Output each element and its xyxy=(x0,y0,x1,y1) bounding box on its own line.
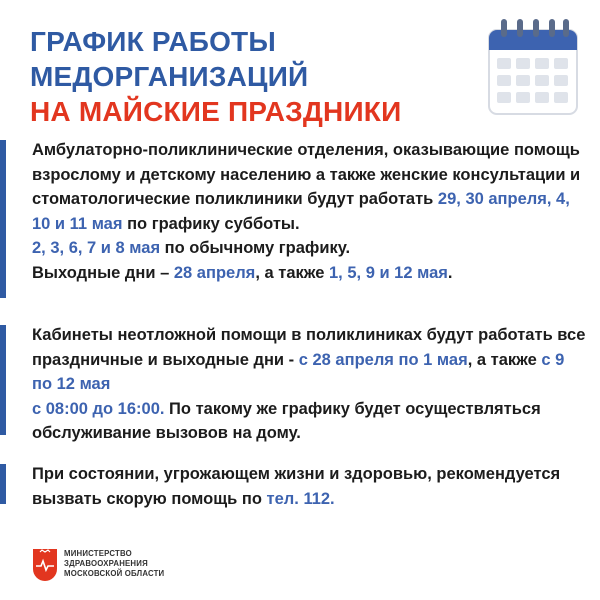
block-emergency-rooms-text xyxy=(32,323,588,446)
title-line-2: МЕДОРГАНИЗАЦИЙ xyxy=(30,61,309,92)
ministry-logo-icon xyxy=(32,546,58,582)
dates-highlight: 28 апреля xyxy=(173,263,256,282)
dates-highlight: 29, 30 апреля, 4, 10 и 11 мая xyxy=(32,190,570,233)
footer xyxy=(32,546,232,586)
page-title xyxy=(30,24,401,129)
text-segment: по графику субботы. xyxy=(122,214,300,233)
ministry-name xyxy=(64,549,224,579)
calendar-icon xyxy=(487,16,579,116)
ministry-line-1: МИНИСТЕРСТВО xyxy=(64,549,132,558)
dates-highlight: 1, 5, 9 и 12 мая xyxy=(329,263,448,282)
ministry-line-3: МОСКОВСКОЙ ОБЛАСТИ xyxy=(64,569,165,578)
phone-highlight: тел. 112. xyxy=(266,489,335,508)
text-segment: по обычному графику. xyxy=(160,239,351,257)
block-ambulance-text xyxy=(32,462,588,511)
text-segment: , а также xyxy=(255,263,329,282)
block-outpatient-text xyxy=(32,138,588,285)
text-segment: Кабинеты неотложной помощи в поликлиниках будут работать все праздничные и выходные дни - xyxy=(32,326,586,369)
text-segment: . xyxy=(447,263,453,282)
text-segment: По такому же графику будет осуществляться обслуживание вызовов на дому. xyxy=(32,399,541,442)
text-segment: При состоянии, угрожающем жизни и здоровью, рекомендуется вызвать скорую помощь по xyxy=(32,465,561,508)
accent-bar xyxy=(0,325,6,435)
dates-highlight: с 9 по 12 мая xyxy=(32,350,565,393)
hours-highlight: с 08:00 до 16:00. xyxy=(32,399,165,418)
text-segment: Амбулаторно-поликлинические отделения, оказывающие помощь взрослому и детскому населению а также женские консультации и стоматологические поликлиники будут работать xyxy=(32,141,581,208)
title-line-3: НА МАЙСКИЕ ПРАЗДНИКИ xyxy=(30,96,402,127)
accent-bar xyxy=(0,140,6,298)
dates-highlight: с 28 апреля по 1 мая xyxy=(298,350,468,369)
text-segment: , а также xyxy=(467,350,542,369)
text-segment: Выходные дни – xyxy=(32,263,174,282)
title-line-1: ГРАФИК РАБОТЫ xyxy=(30,26,276,57)
dates-highlight: 2, 3, 6, 7 и 8 мая xyxy=(32,239,161,257)
ministry-line-2: ЗДРАВООХРАНЕНИЯ xyxy=(64,559,148,568)
accent-bar xyxy=(0,464,6,504)
